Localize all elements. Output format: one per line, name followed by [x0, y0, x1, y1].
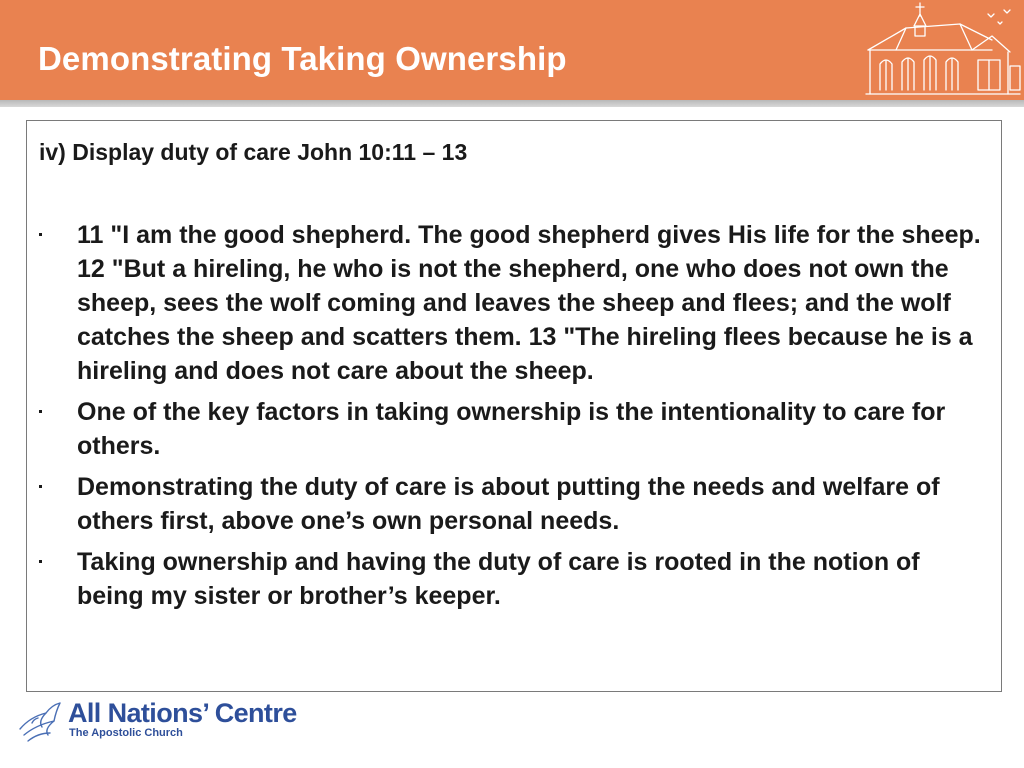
bullet-marker	[39, 560, 42, 563]
content-box	[26, 120, 1002, 692]
dove-flame-logo-icon	[16, 699, 66, 745]
bullet-text: One of the key factors in taking ownership is the intentionality to care for others.	[77, 398, 946, 460]
church-building-drawing-icon	[860, 0, 1024, 100]
bullet-marker	[39, 485, 42, 488]
logo-subtitle: The Apostolic Church	[69, 727, 183, 739]
bullet-item-keeper	[39, 545, 989, 613]
logo-name: All Nations’ Centre	[68, 698, 297, 728]
header-divider	[0, 100, 1024, 107]
bullet-item-duty-of-care	[39, 470, 989, 538]
bullet-item-scripture	[39, 218, 989, 388]
bullet-text: 11 "I am the good shepherd. The good shepherd gives His life for the sheep. 12 "But a hireling, he who is not the shepherd, one who does not own the sheep, sees the wolf coming and leaves the sheep and flees; and the wolf catches the sheep and scatters them. 13 "The hireling flees because he is a hireling and does not care about the sheep.	[77, 221, 981, 385]
bullet-item-key-factors	[39, 395, 989, 463]
slide-title: Demonstrating Taking Ownership	[38, 40, 567, 77]
section-subheading: iv) Display duty of care John 10:11 – 13	[39, 139, 468, 165]
bullet-marker	[39, 233, 42, 236]
header-banner	[0, 0, 1024, 100]
bullet-text: Demonstrating the duty of care is about putting the needs and welfare of others first, above one’s own personal needs.	[77, 473, 940, 535]
bullet-text: Taking ownership and having the duty of care is rooted in the notion of being my sister or brother’s keeper.	[77, 548, 920, 610]
bullet-list	[39, 218, 989, 620]
organization-logo	[16, 697, 316, 749]
bullet-marker	[39, 410, 42, 413]
